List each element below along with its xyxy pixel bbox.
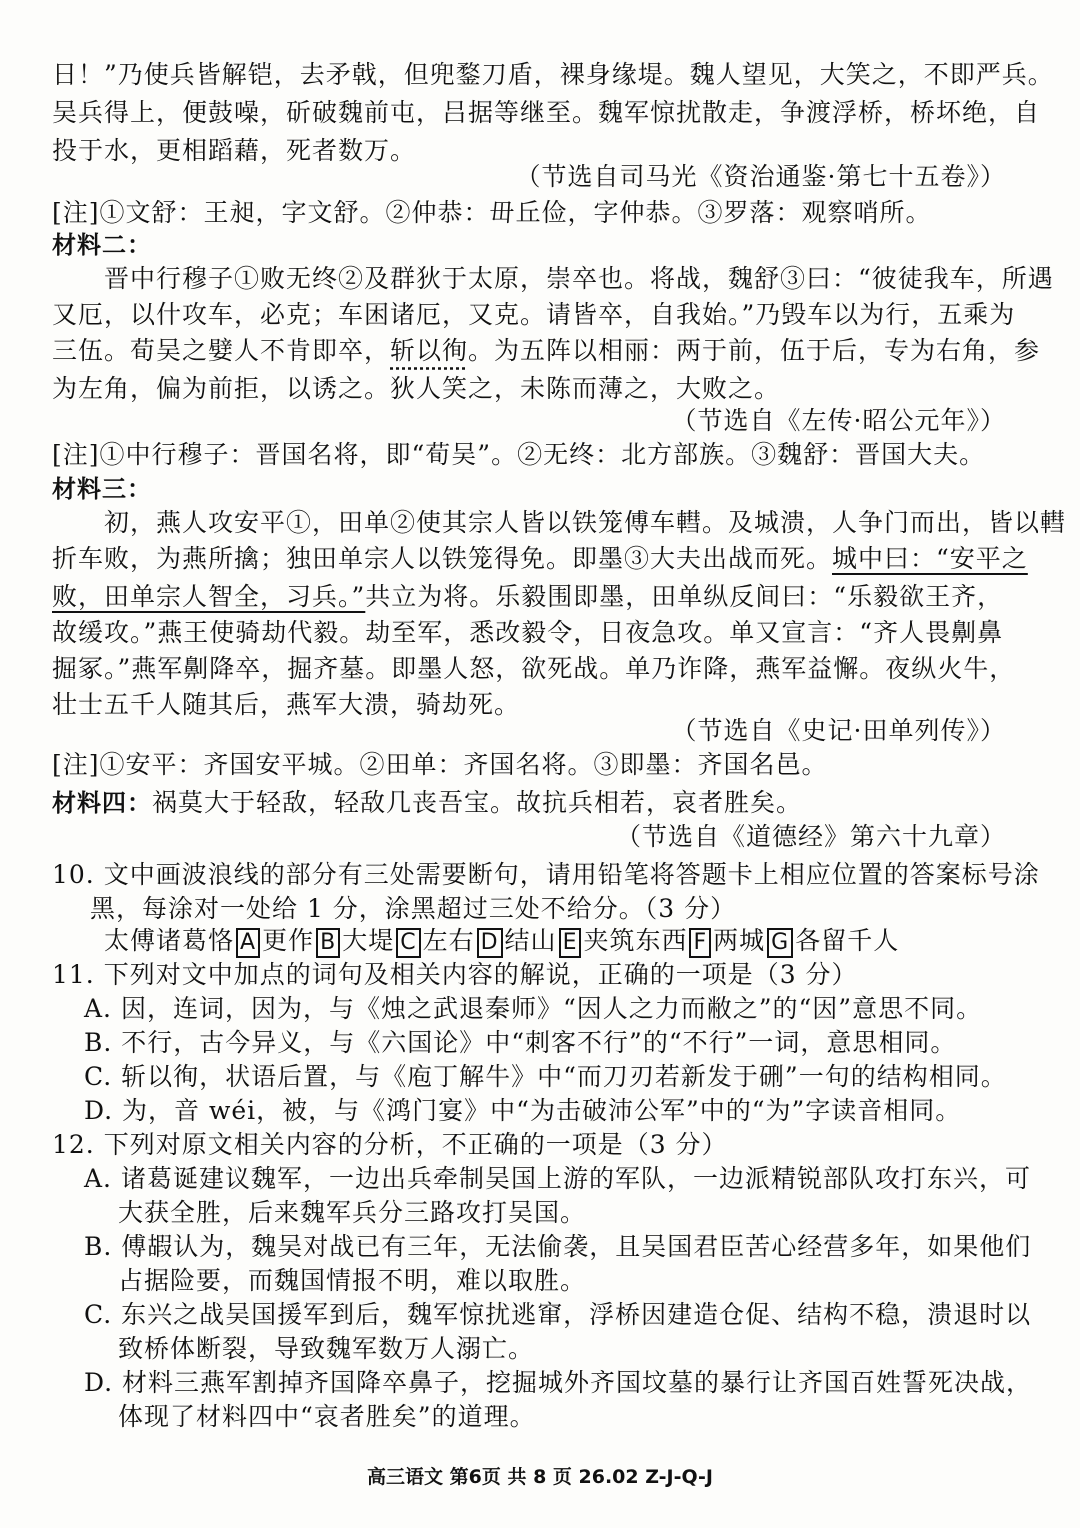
q11-option-b: B. 不行，古今异义，与《六国论》中“刺客不行”的“不行”一词，意思相同。 (84, 1028, 957, 1057)
q12-option-a-line-1: A. 诸葛诞建议魏军，一边出兵牵制吴国上游的军队，一边派精锐部队攻打东兴，可 (84, 1164, 1031, 1193)
underlined-phrase-2: 败，田单宗人智全，习兵。” (52, 582, 366, 611)
material2-source: （节选自《左传·昭公元年》） (671, 406, 1006, 435)
dotted-phrase: 斩以徇 (390, 336, 469, 365)
q12-option-c-line-1: C. 东兴之战吴国援军到后，魏军惊扰逃窜，浮桥因建造仓促、结构不稳，溃退时以 (84, 1300, 1032, 1329)
material4-heading: 材料四： (52, 789, 152, 817)
q12-option-b-line-2: 占据险要，而魏国情报不明，难以取胜。 (118, 1266, 587, 1295)
q10-seg-3: 大堤 (342, 926, 395, 955)
q11-stem: 11. 下列对文中加点的词句及相关内容的解说，正确的一项是（3 分） (52, 960, 858, 989)
material3-line-2-a: 折车败，为燕所擒；独田单宗人以铁笼得免。即墨③大夫出战而死。 (52, 544, 833, 573)
material2-line-1: 晋中行穆子①败无终②及群狄于太原，崇卒也。将战，魏舒③曰：“彼徒我车，所遇 (104, 264, 1054, 293)
underlined-phrase-1: 城中曰：“安平之 (832, 544, 1028, 573)
material3-line-5: 掘冢。”燕军劓降卒，掘齐墓。即墨人怒，欲死战。单乃诈降，燕军益懈。夜纵火牛， (52, 654, 1016, 683)
q12-stem: 12. 下列对原文相关内容的分析，不正确的一项是（3 分） (52, 1130, 728, 1159)
q12-option-b-line-1: B. 傅嘏认为，魏吴对战已有三年，无法偷袭，且吴国君臣苦心经营多年，如果他们 (84, 1232, 1032, 1261)
q10-seg-6: 夹筑东西 (583, 926, 688, 955)
q10-segments (104, 924, 899, 958)
page-footer: 高三语文 第6页 共 8 页 26.02 Z-J-Q-J (367, 1466, 713, 1488)
material3-line-4: 故缓攻。”燕王使骑劫代毅。劫至军，悉改毅令，日夜急攻。单又宣言：“齐人畏劓鼻 (52, 618, 1004, 647)
material3-line-3 (52, 580, 1003, 614)
q10-box-a[interactable]: A (236, 928, 260, 958)
material2-line-3 (52, 334, 1040, 368)
passage1-line-2: 吴兵得上，便鼓噪，斫破魏前屯，吕据等继至。魏军惊扰散走，争渡浮桥，桥坏绝，自 (52, 98, 1041, 127)
material3-heading: 材料三： (52, 475, 152, 503)
q12-option-d-line-1: D. 材料三燕军割掉齐国降卒鼻子，挖掘城外齐国坟墓的暴行让齐国百姓誓死决战， (84, 1368, 1033, 1397)
material3-line-3-b: 共立为将。乐毅围即墨，田单纵反间曰：“乐毅欲王齐， (365, 582, 1004, 611)
q12-option-c-line-2: 致桥体断裂，导致魏军数万人溺亡。 (118, 1334, 535, 1363)
material2-line-3-b: 。为五阵以相丽：两于前，伍于后，专为右角，参 (468, 336, 1041, 365)
q10-seg-7: 两城 (713, 926, 766, 955)
material2-line-4: 为左角，偏为前拒，以诱之。狄人笑之，未陈而薄之，大败之。 (52, 374, 781, 403)
q12-option-d-line-2: 体现了材料四中“哀者胜矣”的道理。 (118, 1402, 536, 1431)
q11-option-c: C. 斩以徇，状语后置，与《庖丁解牛》中“而刀刃若新发于硎”一句的结构相同。 (84, 1062, 1007, 1091)
passage1-line-1: 日！”乃使兵皆解铠，去矛戟，但兜鍪刀盾，裸身缘堤。魏人望见，大笑之，不即严兵。 (52, 60, 1054, 89)
material2-line-2: 又厄，以什攻车，必克；车困诸厄，又克。请皆卒，自我始。”乃毁车以为行，五乘为 (52, 300, 1016, 329)
material3-line-1: 初，燕人攻安平①，田单②使其宗人皆以铁笼傅车轊。及城溃，人争门而出，皆以轊 (104, 508, 1067, 537)
material3-line-2 (52, 542, 1028, 576)
q10-box-f[interactable]: F (689, 928, 711, 958)
q10-box-e[interactable]: E (559, 928, 582, 958)
material3-line-6: 壮士五千人随其后，燕军大溃，骑劫死。 (52, 690, 521, 719)
q10-box-d[interactable]: D (477, 928, 503, 958)
material4-line (52, 786, 802, 820)
material4-text: 祸莫大于轻敌，轻敌几丧吾宝。故抗兵相若，哀者胜矣。 (152, 788, 803, 817)
material2-line-3-a: 三伍。荀吴之嬖人不肯即卒， (52, 336, 391, 365)
q10-box-c[interactable]: C (396, 928, 420, 958)
q12-option-a-line-2: 大获全胜，后来魏军兵分三路攻打吴国。 (118, 1198, 587, 1227)
passage1-line-3: 投于水，更相蹈藉，死者数万。 (52, 136, 417, 165)
q10-seg-4: 左右 (422, 926, 475, 955)
passage1-note: [注]①文舒：王昶，字文舒。②仲恭：毌丘俭，字仲恭。③罗落：观察哨所。 (52, 198, 932, 227)
passage1-source: （节选自司马光《资治通鉴·第七十五卷》） (515, 162, 1006, 191)
q10-seg-8: 各留千人 (795, 926, 900, 955)
q10-seg-2: 更作 (262, 926, 315, 955)
material4-source: （节选自《道德经》第六十九章） (615, 822, 1006, 851)
material2-note: [注]①中行穆子：晋国名将，即“荀吴”。②无终：北方部族。③魏舒：晋国大夫。 (52, 440, 986, 469)
q10-seg-5: 结山 (504, 926, 557, 955)
q10-box-b[interactable]: B (316, 928, 340, 958)
q10-stem-line-2: 黑，每涂对一处给 1 分，涂黑超过三处不给分。（3 分） (90, 894, 737, 923)
q10-seg-1: 太傅诸葛恪 (104, 926, 235, 955)
material3-source: （节选自《史记·田单列传》） (671, 716, 1006, 745)
material2-heading: 材料二： (52, 231, 152, 259)
material3-note: [注]①安平：齐国安平城。②田单：齐国名将。③即墨：齐国名邑。 (52, 750, 828, 779)
q11-option-a: A. 因，连词，因为，与《烛之武退秦师》“因人之力而敝之”的“因”意思不同。 (84, 994, 983, 1023)
q10-stem-line-1: 10. 文中画波浪线的部分有三处需要断句，请用铅笔将答题卡上相应位置的答案标号涂 (52, 860, 1040, 889)
q10-box-g[interactable]: G (767, 928, 793, 958)
q11-option-d: D. 为，音 wéi，被，与《鸿门宴》中“为击破沛公军”中的“为”字读音相同。 (84, 1096, 962, 1125)
